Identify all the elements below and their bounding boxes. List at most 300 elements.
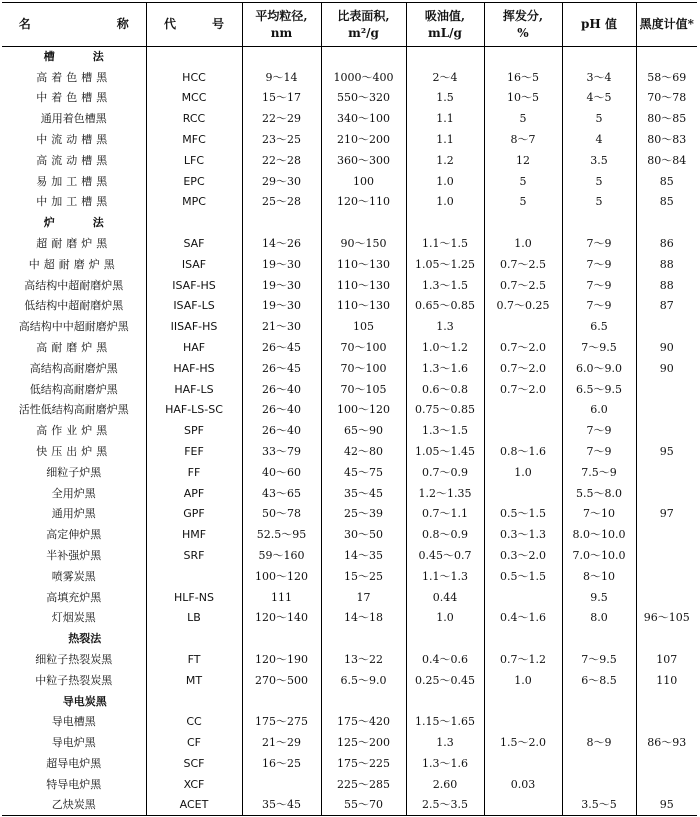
cell-oil: 1.0: [406, 171, 484, 192]
cell-black: 90: [636, 358, 697, 379]
cell-volatile: 0.7～1.2: [484, 650, 562, 671]
cell-particle: 26～45: [242, 358, 321, 379]
cell-ph: 7～9: [562, 275, 636, 296]
cell-name: 高结构中超耐磨炉黑: [24, 278, 124, 292]
empty-cell: [562, 47, 636, 68]
cell-oil: 1.3～1.6: [406, 754, 484, 775]
cell-name: 半补强炉黑: [46, 549, 102, 563]
cell-black: 58～69: [636, 67, 697, 88]
table-row: [2, 566, 697, 587]
table-row: [2, 67, 697, 88]
cell-volatile: 5: [484, 109, 562, 130]
cell-ph: 6.0～9.0: [562, 358, 636, 379]
empty-cell: [406, 213, 484, 234]
cell-particle: 15～17: [242, 88, 321, 109]
cell-oil: 0.65～0.85: [406, 296, 484, 317]
cell-name: 易加工槽黑: [36, 174, 112, 188]
cell-code: GPF: [146, 504, 242, 525]
cell-name: 灯烟炭黑: [51, 611, 96, 625]
cell-black: 88: [636, 254, 697, 275]
cell-ph: 7～9: [562, 234, 636, 255]
cell-surface: 17: [321, 587, 406, 608]
cell-surface: 70～105: [321, 379, 406, 400]
table-row: [2, 504, 697, 525]
header-oil-absorption: 吸油值, mL/g: [406, 3, 484, 47]
cell-oil: 1.05～1.45: [406, 442, 484, 463]
cell-surface: 90～150: [321, 234, 406, 255]
cell-black: 96～105: [636, 608, 697, 629]
cell-oil: 1.2: [406, 150, 484, 171]
cell-code: HAF-LS: [146, 379, 242, 400]
cell-black: 97: [636, 504, 697, 525]
cell-black: [636, 462, 697, 483]
cell-volatile: 8～7: [484, 130, 562, 151]
header-blackness: 黑度计值*: [636, 3, 697, 47]
cell-code: MPC: [146, 192, 242, 213]
cell-ph: 5: [562, 109, 636, 130]
table-row: [2, 483, 697, 504]
cell-particle: 21～29: [242, 733, 321, 754]
cell-oil: 0.45～0.7: [406, 546, 484, 567]
cell-oil: 0.44: [406, 587, 484, 608]
empty-cell: [636, 629, 697, 650]
section-title: 导电炭黑: [62, 694, 107, 708]
cell-black: [636, 421, 697, 442]
cell-black: [636, 754, 697, 775]
cell-ph: 7～9.5: [562, 650, 636, 671]
cell-code: XCF: [146, 774, 242, 795]
cell-name: 特导电炉黑: [46, 777, 102, 791]
cell-surface: 175～225: [321, 754, 406, 775]
cell-black: [636, 546, 697, 567]
cell-particle: 26～40: [242, 379, 321, 400]
cell-ph: 8～9: [562, 733, 636, 754]
table-row: [2, 192, 697, 213]
cell-surface: 340～100: [321, 109, 406, 130]
cell-surface: 14～18: [321, 608, 406, 629]
cell-oil: 1.3～1.5: [406, 421, 484, 442]
cell-name: 导电槽黑: [51, 715, 96, 729]
section-title: 热裂法: [68, 632, 102, 646]
cell-oil: 1.1～1.3: [406, 566, 484, 587]
empty-cell: [484, 629, 562, 650]
cell-surface: 15～25: [321, 566, 406, 587]
empty-cell: [242, 47, 321, 68]
cell-code: MT: [146, 670, 242, 691]
cell-black: [636, 483, 697, 504]
cell-surface: 110～130: [321, 254, 406, 275]
table-row: [2, 171, 697, 192]
cell-particle: 120～140: [242, 608, 321, 629]
cell-code: SPF: [146, 421, 242, 442]
table-row: [2, 733, 697, 754]
cell-code: CC: [146, 712, 242, 733]
empty-cell: [321, 691, 406, 712]
cell-ph: 3.5～5: [562, 795, 636, 816]
cell-name: 中加工槽黑: [36, 195, 112, 209]
cell-volatile: 0.03: [484, 774, 562, 795]
cell-particle: 270～500: [242, 670, 321, 691]
cell-code: LB: [146, 608, 242, 629]
cell-oil: 1.05～1.25: [406, 254, 484, 275]
cell-code: HLF-NS: [146, 587, 242, 608]
cell-volatile: 0.3～1.3: [484, 525, 562, 546]
table-row: [2, 442, 697, 463]
cell-code: HAF: [146, 338, 242, 359]
header-code: 代 号: [146, 3, 242, 47]
cell-ph: 7～9: [562, 296, 636, 317]
cell-volatile: 1.0: [484, 462, 562, 483]
section-row: [2, 629, 697, 650]
cell-surface: 125～200: [321, 733, 406, 754]
cell-surface: 25～39: [321, 504, 406, 525]
cell-code: SAF: [146, 234, 242, 255]
cell-volatile: 10～5: [484, 88, 562, 109]
empty-cell: [321, 47, 406, 68]
empty-cell: [636, 47, 697, 68]
cell-volatile: 5: [484, 171, 562, 192]
cell-ph: 4～5: [562, 88, 636, 109]
cell-ph: 3～4: [562, 67, 636, 88]
cell-particle: 22～29: [242, 109, 321, 130]
cell-ph: 7～9.5: [562, 338, 636, 359]
cell-particle: 19～30: [242, 296, 321, 317]
cell-black: [636, 525, 697, 546]
cell-code: FEF: [146, 442, 242, 463]
table-row: [2, 712, 697, 733]
cell-name: 高定伸炉黑: [46, 528, 102, 542]
cell-ph: 5: [562, 192, 636, 213]
cell-surface: 13～22: [321, 650, 406, 671]
cell-name: 快压出炉黑: [36, 445, 112, 459]
cell-name: 通用着色槽黑: [40, 112, 107, 126]
cell-black: [636, 587, 697, 608]
cell-particle: 16～25: [242, 754, 321, 775]
cell-black: 95: [636, 795, 697, 816]
table-row: [2, 608, 697, 629]
cell-oil: 1.15～1.65: [406, 712, 484, 733]
cell-oil: 1.2～1.35: [406, 483, 484, 504]
cell-volatile: 0.4～1.6: [484, 608, 562, 629]
table-row: [2, 338, 697, 359]
cell-black: 86: [636, 234, 697, 255]
cell-code: ACET: [146, 795, 242, 816]
table-row: [2, 525, 697, 546]
cell-black: [636, 379, 697, 400]
cell-code: LFC: [146, 150, 242, 171]
cell-volatile: 0.7～2.0: [484, 338, 562, 359]
table-row: [2, 421, 697, 442]
cell-particle: 14～26: [242, 234, 321, 255]
cell-particle: 9～14: [242, 67, 321, 88]
cell-name: 低结构中超耐磨炉黑: [24, 299, 124, 313]
cell-name: 高结构中中超耐磨炉黑: [18, 320, 129, 334]
cell-surface: 225～285: [321, 774, 406, 795]
cell-volatile: 0.5～1.5: [484, 504, 562, 525]
empty-cell: [406, 47, 484, 68]
header-volatile: 挥发分, %: [484, 3, 562, 47]
cell-surface: 1000～400: [321, 67, 406, 88]
cell-particle: 19～30: [242, 254, 321, 275]
table-row: [2, 296, 697, 317]
cell-surface: 100～120: [321, 400, 406, 421]
cell-oil: 0.6～0.8: [406, 379, 484, 400]
cell-code: MCC: [146, 88, 242, 109]
header-name: 名 称: [2, 3, 146, 47]
table-row: [2, 317, 697, 338]
cell-surface: 14～35: [321, 546, 406, 567]
cell-black: [636, 774, 697, 795]
cell-name: 活性低结构高耐磨炉黑: [18, 403, 129, 417]
cell-oil: 0.25～0.45: [406, 670, 484, 691]
cell-black: 85: [636, 192, 697, 213]
cell-ph: 5.5～8.0: [562, 483, 636, 504]
table-row: [2, 400, 697, 421]
cell-oil: 0.75～0.85: [406, 400, 484, 421]
cell-volatile: 0.7～2.5: [484, 275, 562, 296]
cell-name: 中超耐磨炉黑: [28, 257, 119, 271]
header-particle-size: 平均粒径, nm: [242, 3, 321, 47]
cell-oil: 1.5: [406, 88, 484, 109]
carbon-black-properties-table: [2, 2, 697, 816]
table-row: [2, 650, 697, 671]
cell-surface: 105: [321, 317, 406, 338]
table-row: [2, 275, 697, 296]
cell-particle: 22～28: [242, 150, 321, 171]
empty-cell: [484, 213, 562, 234]
cell-code: HAF-HS: [146, 358, 242, 379]
cell-name: 高填充炉黑: [46, 590, 102, 604]
cell-black: 87: [636, 296, 697, 317]
cell-black: 110: [636, 670, 697, 691]
cell-ph: 3.5: [562, 150, 636, 171]
empty-cell: [242, 629, 321, 650]
cell-surface: 55～70: [321, 795, 406, 816]
cell-code: ISAF: [146, 254, 242, 275]
cell-ph: 8～10: [562, 566, 636, 587]
table-row: [2, 254, 697, 275]
cell-surface: 35～45: [321, 483, 406, 504]
cell-black: 85: [636, 171, 697, 192]
cell-black: [636, 400, 697, 421]
cell-ph: 8.0: [562, 608, 636, 629]
cell-name: 喷雾炭黑: [51, 569, 96, 583]
cell-surface: 42～80: [321, 442, 406, 463]
cell-volatile: [484, 421, 562, 442]
cell-surface: 6.5～9.0: [321, 670, 406, 691]
table-row: [2, 234, 697, 255]
cell-code: IISAF-HS: [146, 317, 242, 338]
cell-ph: 7.0～10.0: [562, 546, 636, 567]
cell-ph: 6.0: [562, 400, 636, 421]
cell-code: ISAF-HS: [146, 275, 242, 296]
cell-ph: 5: [562, 171, 636, 192]
cell-name: 细粒子热裂炭黑: [35, 653, 113, 666]
cell-code: MFC: [146, 130, 242, 151]
cell-particle: 26～40: [242, 400, 321, 421]
empty-cell: [146, 213, 242, 234]
cell-volatile: 12: [484, 150, 562, 171]
cell-volatile: [484, 587, 562, 608]
cell-oil: 1.0: [406, 192, 484, 213]
cell-oil: 0.7～0.9: [406, 462, 484, 483]
cell-name: 高着色槽黑: [36, 70, 112, 84]
header-ph: pH 值: [562, 3, 636, 47]
cell-oil: 1.3: [406, 317, 484, 338]
cell-volatile: [484, 317, 562, 338]
cell-code: HMF: [146, 525, 242, 546]
cell-black: 70～78: [636, 88, 697, 109]
section-title-text: 槽 法: [43, 50, 104, 64]
cell-ph: [562, 712, 636, 733]
cell-name: 超导电炉黑: [46, 756, 102, 770]
empty-cell: [242, 691, 321, 712]
empty-cell: [146, 47, 242, 68]
cell-code: HAF-LS-SC: [146, 400, 242, 421]
cell-code: SRF: [146, 546, 242, 567]
empty-cell: [636, 213, 697, 234]
cell-oil: 1.1～1.5: [406, 234, 484, 255]
table-row: [2, 88, 697, 109]
cell-ph: 7～10: [562, 504, 636, 525]
cell-volatile: [484, 754, 562, 775]
cell-particle: 50～78: [242, 504, 321, 525]
cell-oil: 0.4～0.6: [406, 650, 484, 671]
table-row: [2, 754, 697, 775]
cell-black: 80～85: [636, 109, 697, 130]
cell-particle: 111: [242, 587, 321, 608]
cell-name: 中着色槽黑: [36, 91, 112, 105]
cell-ph: 6.5～9.5: [562, 379, 636, 400]
cell-volatile: 0.7～2.0: [484, 379, 562, 400]
cell-particle: 21～30: [242, 317, 321, 338]
cell-volatile: 1.0: [484, 234, 562, 255]
cell-name: 高结构高耐磨炉黑: [29, 361, 118, 375]
cell-name: 高流动槽黑: [36, 153, 112, 167]
cell-surface: 70～100: [321, 358, 406, 379]
cell-oil: 1.1: [406, 130, 484, 151]
cell-surface: 110～130: [321, 296, 406, 317]
table-row: [2, 358, 697, 379]
cell-oil: 1.3～1.6: [406, 358, 484, 379]
empty-cell: [636, 691, 697, 712]
cell-code: EPC: [146, 171, 242, 192]
cell-volatile: [484, 712, 562, 733]
section-row: [2, 47, 697, 68]
cell-oil: 1.1: [406, 109, 484, 130]
cell-oil: 2～4: [406, 67, 484, 88]
cell-black: 95: [636, 442, 697, 463]
section-title: [2, 213, 146, 234]
table-row: [2, 130, 697, 151]
cell-code: SCF: [146, 754, 242, 775]
cell-name: 中粒子热裂炭黑: [35, 673, 113, 687]
cell-volatile: 1.5～2.0: [484, 733, 562, 754]
cell-surface: 175～420: [321, 712, 406, 733]
table-row: [2, 774, 697, 795]
cell-surface: 70～100: [321, 338, 406, 359]
cell-code: APF: [146, 483, 242, 504]
cell-oil: 1.3: [406, 733, 484, 754]
carbon-black-table-page: [2, 2, 697, 814]
empty-cell: [562, 213, 636, 234]
cell-code: [146, 566, 242, 587]
empty-cell: [146, 629, 242, 650]
cell-particle: 33～79: [242, 442, 321, 463]
table-row: [2, 379, 697, 400]
table-row: [2, 150, 697, 171]
cell-name: 全用炉黑: [51, 486, 96, 500]
cell-particle: 175～275: [242, 712, 321, 733]
cell-oil: 2.60: [406, 774, 484, 795]
cell-code: RCC: [146, 109, 242, 130]
cell-volatile: [484, 483, 562, 504]
cell-oil: 1.3～1.5: [406, 275, 484, 296]
cell-name: 通用炉黑: [51, 507, 96, 521]
cell-particle: 26～40: [242, 421, 321, 442]
table-row: [2, 109, 697, 130]
cell-oil: 1.0～1.2: [406, 338, 484, 359]
cell-particle: 25～28: [242, 192, 321, 213]
cell-volatile: 0.7～2.0: [484, 358, 562, 379]
cell-volatile: [484, 795, 562, 816]
empty-cell: [406, 629, 484, 650]
cell-name: 高耐磨炉黑: [36, 341, 112, 355]
table-row: [2, 670, 697, 691]
section-title-text: 炉 法: [43, 216, 104, 230]
section-row: [2, 213, 697, 234]
cell-volatile: 0.7～2.5: [484, 254, 562, 275]
cell-ph: 7.5～9: [562, 462, 636, 483]
cell-ph: 4: [562, 130, 636, 151]
cell-ph: 9.5: [562, 587, 636, 608]
cell-particle: 100～120: [242, 566, 321, 587]
cell-ph: 7～9: [562, 254, 636, 275]
cell-ph: 6～8.5: [562, 670, 636, 691]
cell-ph: 7～9: [562, 442, 636, 463]
cell-black: [636, 566, 697, 587]
cell-volatile: 16～5: [484, 67, 562, 88]
section-title: [2, 47, 146, 68]
cell-particle: 43～65: [242, 483, 321, 504]
cell-particle: 40～60: [242, 462, 321, 483]
cell-particle: 35～45: [242, 795, 321, 816]
cell-volatile: [484, 400, 562, 421]
empty-cell: [321, 213, 406, 234]
cell-volatile: 0.8～1.6: [484, 442, 562, 463]
empty-cell: [406, 691, 484, 712]
cell-surface: 65～90: [321, 421, 406, 442]
cell-code: CF: [146, 733, 242, 754]
empty-cell: [484, 691, 562, 712]
cell-name: 低结构高耐磨炉黑: [29, 382, 118, 396]
cell-code: FF: [146, 462, 242, 483]
cell-name: 乙炔炭黑: [2, 795, 146, 816]
cell-name: 中流动槽黑: [36, 133, 112, 147]
cell-black: 88: [636, 275, 697, 296]
cell-particle: 59～160: [242, 546, 321, 567]
cell-ph: 6.5: [562, 317, 636, 338]
cell-particle: 19～30: [242, 275, 321, 296]
empty-cell: [562, 629, 636, 650]
table-row: [2, 462, 697, 483]
table-body: [2, 47, 697, 816]
empty-cell: [321, 629, 406, 650]
cell-volatile: 0.7～0.25: [484, 296, 562, 317]
section-row: [2, 691, 697, 712]
cell-surface: 120～110: [321, 192, 406, 213]
cell-code: HCC: [146, 67, 242, 88]
